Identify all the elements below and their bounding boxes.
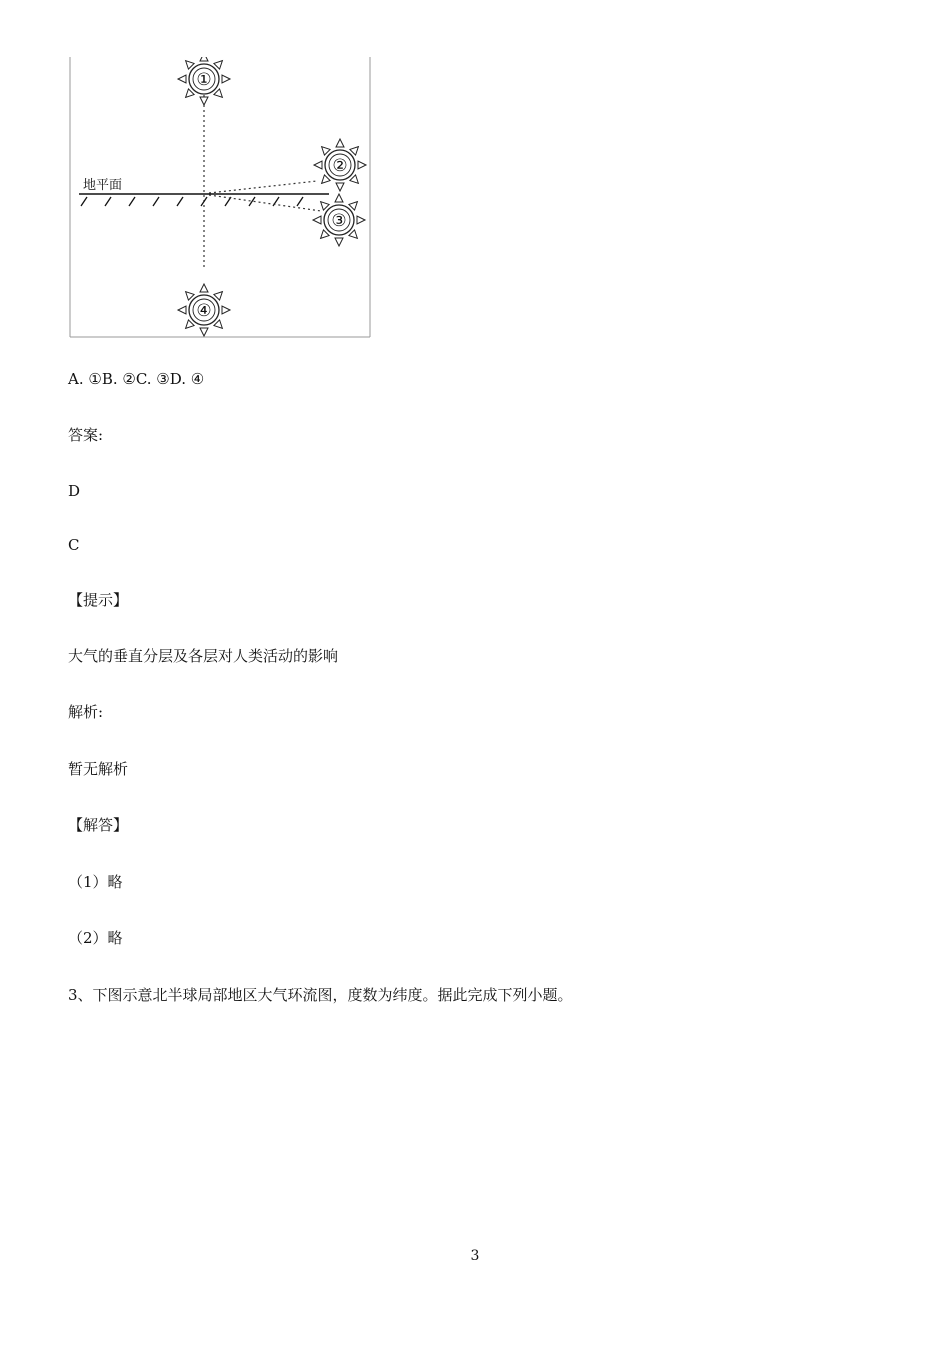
solution-heading: 【解答】: [68, 816, 129, 834]
answer-label: 答案:: [68, 426, 104, 444]
answer-1: D: [68, 482, 81, 500]
analysis-text: 暂无解析: [68, 760, 129, 778]
answer-2: C: [68, 536, 80, 554]
question-3: 3、下图示意北半球局部地区大气环流图，度数为纬度。据此完成下列小题。: [68, 986, 573, 1004]
sun-icon-2: [314, 139, 366, 191]
svg-text:①: ①: [196, 70, 212, 90]
svg-text:②: ②: [332, 156, 348, 176]
sun-icon-4: [178, 284, 230, 336]
options-line: A. ①B. ②C. ③D. ④: [68, 370, 205, 388]
solution-item-1: （1）略: [68, 873, 123, 891]
analysis-label: 解析:: [68, 703, 104, 721]
hint-heading: 【提示】: [68, 591, 129, 609]
svg-text:④: ④: [196, 301, 212, 321]
page-number: 3: [470, 1248, 480, 1264]
hint-text: 大气的垂直分层及各层对人类活动的影响: [68, 647, 339, 665]
solution-item-2: （2）略: [68, 929, 123, 947]
svg-text:③: ③: [331, 211, 347, 231]
sun-icon-1: [178, 57, 230, 105]
sun-icon-3: [313, 194, 365, 246]
horizon-label: 地平面: [83, 178, 123, 193]
sun-position-figure: [69, 57, 371, 338]
